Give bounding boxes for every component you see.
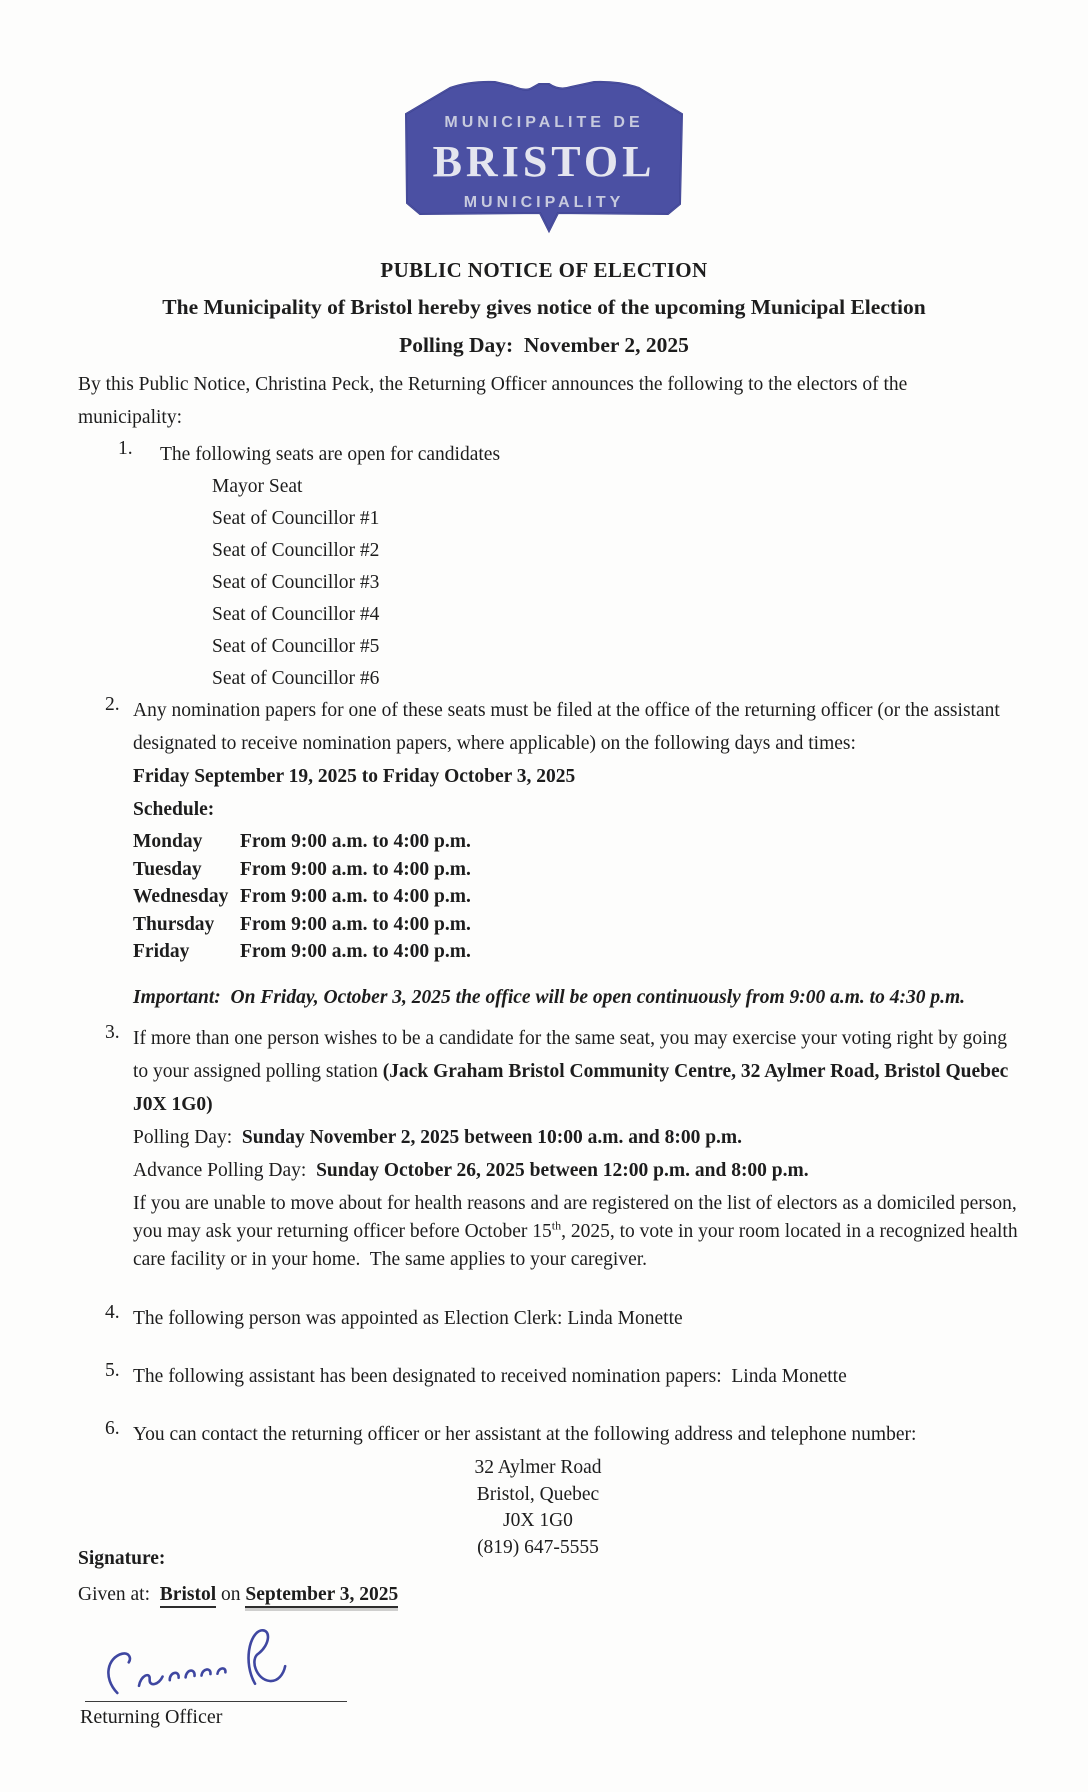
schedule-row bbox=[133, 911, 1028, 939]
logo-text-main: BRISTOL bbox=[432, 137, 656, 186]
nomination-date-range: Friday September 19, 2025 to Friday October 3, 2025 bbox=[133, 766, 576, 787]
schedule-hours: From 9:00 a.m. to 4:00 p.m. bbox=[240, 913, 471, 935]
item-4-number: 4. bbox=[105, 1302, 120, 1323]
schedule-day: Thursday bbox=[133, 913, 215, 935]
item-2-text: Any nomination papers for one of these seats must be filed at the office of the returning officer (or the assistant designated to receive nomination papers, where applicable) on the following days and times: bbox=[133, 700, 1000, 754]
schedule-hours: From 9:00 a.m. to 4:00 p.m. bbox=[240, 858, 471, 880]
item-1-text: The following seats are open for candidates bbox=[160, 444, 501, 465]
polling-station-bold: (Jack Graham Bristol Community Centre, 32 Aylmer Road, Bristol Quebec J0X 1G0) bbox=[133, 1061, 1009, 1115]
item-5-number: 5. bbox=[105, 1360, 120, 1381]
seat-item: Seat of Councillor #4 bbox=[212, 604, 380, 625]
important-note: Important: On Friday, October 3, 2025 the office will be open continuously from 9:00 a.m. to 4:30 p.m. bbox=[133, 986, 966, 1008]
seat-item: Seat of Councillor #1 bbox=[212, 508, 380, 529]
item-6-number: 6. bbox=[105, 1418, 120, 1439]
logo-text-bottom: MUNICIPALITY bbox=[463, 194, 625, 211]
intro-paragraph: By this Public Notice, Christina Peck, the Returning Officer announces the following to the electors of the municipality: bbox=[78, 374, 908, 428]
schedule-day: Wednesday bbox=[133, 886, 229, 907]
item-6 bbox=[105, 1418, 1010, 1561]
health-paragraph: If you are unable to move about for health reasons and are registered on the list of electors as a domiciled person, you may ask your returning officer before October 15th, 2025, to vote in your room located in a recognized health care facility or in your home. The same applies to your caregiver. bbox=[133, 1193, 1018, 1270]
page-title: PUBLIC NOTICE OF ELECTION bbox=[380, 258, 708, 282]
item-3 bbox=[105, 1022, 1010, 1187]
seat-item: Seat of Councillor #6 bbox=[212, 668, 380, 689]
schedule-table bbox=[133, 828, 1028, 966]
given-at-line: Given at: Bristol on September 3, 2025 bbox=[78, 1584, 398, 1606]
address-block bbox=[133, 1455, 943, 1561]
advance-polling-line: Advance Polling Day: Sunday October 26, 2025 between 12:00 p.m. and 8:00 p.m. bbox=[133, 1160, 809, 1181]
schedule-row bbox=[133, 856, 1028, 884]
polling-day-heading: Polling Day: November 2, 2025 bbox=[399, 333, 689, 357]
municipal-logo bbox=[398, 74, 690, 242]
schedule-day: Tuesday bbox=[133, 858, 202, 880]
schedule-label: Schedule: bbox=[133, 799, 215, 820]
schedule-row bbox=[133, 938, 1028, 966]
address-line: (819) 647-5555 bbox=[477, 1536, 599, 1558]
notice-subtitle: The Municipality of Bristol hereby gives notice of the upcoming Municipal Election bbox=[162, 295, 926, 319]
item-2 bbox=[105, 694, 1010, 1015]
address-line: J0X 1G0 bbox=[503, 1510, 573, 1531]
item-6-text: You can contact the returning officer or her assistant at the following address and telephone number: bbox=[133, 1424, 917, 1445]
polling-day-line: Polling Day: Sunday November 2, 2025 between 10:00 a.m. and 8:00 p.m. bbox=[133, 1127, 743, 1148]
seat-item: Seat of Councillor #2 bbox=[212, 540, 380, 561]
item-5-text: The following assistant has been designated to received nomination papers: Linda Monette bbox=[133, 1366, 847, 1387]
address-line: Bristol, Quebec bbox=[476, 1483, 600, 1505]
item-4-text: The following person was appointed as Election Clerk: Linda Monette bbox=[133, 1308, 683, 1329]
item-5 bbox=[105, 1360, 1010, 1393]
schedule-hours: From 9:00 a.m. to 4:00 p.m. bbox=[240, 941, 471, 962]
address-line: 32 Aylmer Road bbox=[474, 1457, 602, 1478]
schedule-row bbox=[133, 883, 1028, 911]
seats-list bbox=[212, 471, 998, 695]
schedule-hours: From 9:00 a.m. to 4:00 p.m. bbox=[240, 831, 471, 852]
ordinal-superscript: th bbox=[551, 1218, 562, 1233]
item-3-text: If more than one person wishes to be a candidate for the same seat, you may exercise your voting right by going to your assigned polling station (Jack Graham Bristol Community Centre, 32 Aylmer Road, Bristol Quebec J0X 1G0) bbox=[133, 1028, 1009, 1115]
schedule-day: Friday bbox=[133, 941, 190, 962]
seat-item: Mayor Seat bbox=[212, 476, 303, 497]
signature-label: Signature: bbox=[78, 1548, 166, 1569]
item-3-number: 3. bbox=[105, 1022, 120, 1043]
item-2-number: 2. bbox=[105, 694, 120, 715]
item-1 bbox=[118, 438, 998, 695]
seat-item: Seat of Councillor #5 bbox=[212, 636, 380, 657]
given-place: Bristol bbox=[160, 1584, 216, 1608]
schedule-day: Monday bbox=[133, 831, 203, 852]
item-1-number: 1. bbox=[118, 438, 133, 459]
item-4 bbox=[105, 1302, 1010, 1335]
schedule-hours: From 9:00 a.m. to 4:00 p.m. bbox=[240, 886, 471, 907]
returning-officer-label: Returning Officer bbox=[80, 1706, 223, 1728]
seat-item: Seat of Councillor #3 bbox=[212, 572, 380, 593]
signature-line bbox=[85, 1701, 347, 1702]
logo-text-top: MUNICIPALITE DE bbox=[444, 114, 644, 131]
schedule-row bbox=[133, 828, 1028, 856]
given-date: September 3, 2025 bbox=[245, 1584, 398, 1608]
